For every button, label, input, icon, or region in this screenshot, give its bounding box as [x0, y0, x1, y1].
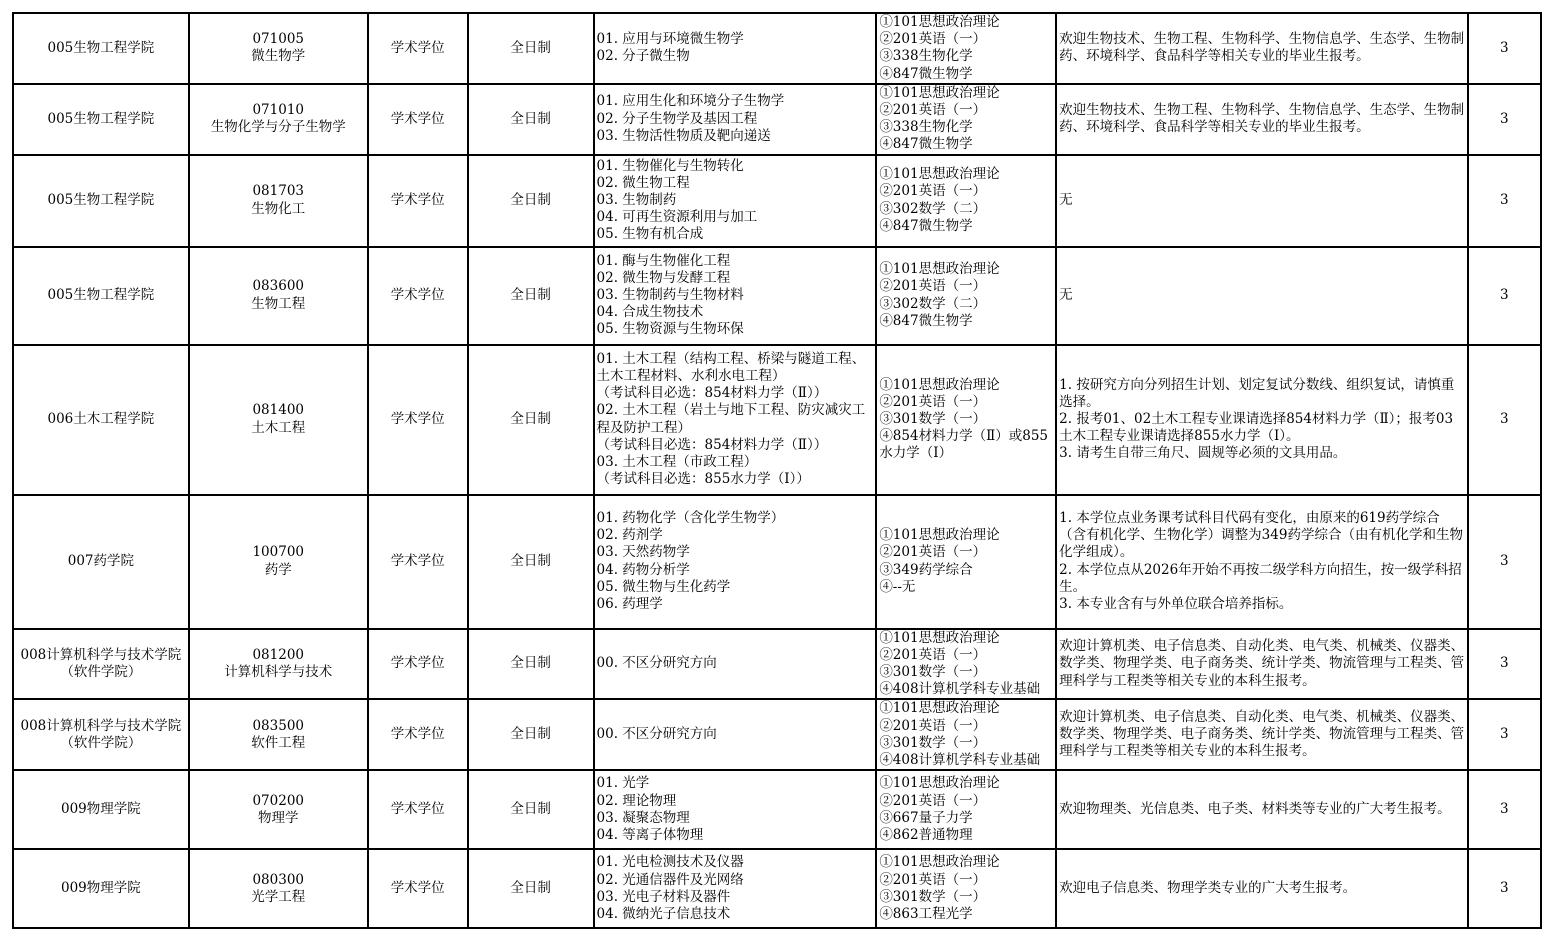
- exam-subject: ③338生物化学: [879, 48, 973, 65]
- remark-text: 2. 报考01、02土木工程专业课请选择854材料力学（Ⅱ）；报考03土木工程专业课请选择855水力学（Ⅰ）。: [1059, 411, 1454, 445]
- table-row: [13, 849, 1541, 928]
- major-cell: [189, 495, 368, 629]
- research-direction: 01. 土木工程（结构工程、桥梁与隧道工程、: [596, 350, 866, 367]
- exams-cell: [876, 247, 1056, 345]
- school-name: 005生物工程学院: [47, 110, 155, 127]
- exams-cell: [876, 13, 1056, 84]
- exam-subject: ③302数学（二）: [879, 295, 987, 312]
- research-direction: （考试科目必选：855水力学（Ⅰ））: [596, 471, 810, 488]
- exam-subject: ③301数学（一）: [879, 888, 987, 905]
- major-code: 100700: [252, 544, 305, 561]
- exams-cell: [876, 629, 1056, 700]
- count-cell: [1468, 13, 1541, 84]
- exams-cell: [876, 699, 1056, 770]
- exam-subject: ②201英语（一）: [879, 544, 987, 561]
- mode-cell: [468, 247, 594, 345]
- remark-text: 欢迎物理类、光信息类、电子类、材料类等专业的广大考生报考。: [1059, 801, 1451, 818]
- mode-cell: [468, 13, 594, 84]
- exams-cell: [876, 84, 1056, 155]
- exams-cell: [876, 155, 1056, 247]
- major-name: 生物化工: [251, 200, 306, 217]
- research-direction: 05. 微生物与生化药学: [596, 578, 731, 595]
- degree-type: 学术学位: [390, 411, 445, 428]
- table-row: [13, 629, 1541, 700]
- table-row: [13, 495, 1541, 629]
- research-direction: 03. 生物制药: [596, 192, 677, 209]
- exam-subject: ①101思想政治理论: [879, 700, 1000, 717]
- major-cell: [189, 770, 368, 849]
- research-direction: 04. 药物分析学: [596, 561, 690, 578]
- study-mode: 全日制: [510, 880, 551, 897]
- major-name: 物理学: [257, 809, 299, 826]
- major-name: 微生物学: [251, 48, 306, 65]
- research-direction: 土木工程材料、水利水电工程）: [596, 368, 786, 385]
- directions-cell: [594, 849, 877, 928]
- exam-subject: ②201英语（一）: [879, 393, 987, 410]
- table-body: [13, 13, 1541, 928]
- study-mode: 全日制: [510, 287, 551, 304]
- study-mode: 全日制: [510, 726, 551, 743]
- research-direction: 02. 土木工程（岩土与地下工程、防灾减灾工: [596, 402, 866, 419]
- research-direction: 程及防护工程）: [596, 419, 692, 436]
- count-cell: [1468, 345, 1541, 495]
- mode-cell: [468, 849, 594, 928]
- school-name: 005生物工程学院: [47, 39, 155, 56]
- exam-subject: ②201英语（一）: [879, 102, 987, 119]
- exam-subject: ①101思想政治理论: [879, 261, 1000, 278]
- notes-cell: [1056, 495, 1467, 629]
- exams-cell: [876, 770, 1056, 849]
- exam-subject: ④863工程光学: [879, 905, 973, 922]
- remark-text: 1. 本学位点业务课考试科目代码有变化，由原来的619药学综合（含有机化学、生物化学）调整为349药学综合（由有机化学和生物化学组成）。: [1059, 510, 1463, 561]
- degree-cell: [368, 849, 468, 928]
- school-name: 005生物工程学院: [47, 192, 155, 209]
- remark-text: 欢迎计算机类、电子信息类、自动化类、电气类、机械类、仪器类、数学类、物理学类、电子商务类、统计学类、物流管理与工程类、管理科学与工程类等相关专业的本科生报考。: [1059, 709, 1465, 760]
- study-mode: 全日制: [510, 801, 551, 818]
- directions-cell: [594, 770, 877, 849]
- study-mode: 全日制: [510, 110, 551, 127]
- exam-subject: ①101思想政治理论: [879, 854, 1000, 871]
- school-name: （软件学院）: [60, 664, 142, 681]
- notes-cell: [1056, 247, 1467, 345]
- exam-subject: ②201英语（一）: [879, 871, 987, 888]
- exam-subject: ④408计算机学科专业基础: [879, 681, 1041, 698]
- notes-cell: [1056, 770, 1467, 849]
- research-direction: 02. 理论物理: [596, 792, 677, 809]
- research-direction: 01. 药物化学（含化学生物学）: [596, 510, 785, 527]
- study-mode: 全日制: [510, 39, 551, 56]
- school-cell: [13, 155, 189, 247]
- research-direction: 06. 药理学: [596, 596, 663, 613]
- table-row: [13, 247, 1541, 345]
- mode-cell: [468, 495, 594, 629]
- research-direction: 01. 生物催化与生物转化: [596, 157, 744, 174]
- major-name: 土木工程: [251, 419, 306, 436]
- enrollment-count: 3: [1499, 287, 1509, 304]
- school-cell: [13, 495, 189, 629]
- enrollment-count: 3: [1499, 39, 1509, 56]
- mode-cell: [468, 699, 594, 770]
- school-name: 009物理学院: [60, 880, 141, 897]
- major-name: 生物化学与分子生物学: [210, 119, 346, 136]
- count-cell: [1468, 770, 1541, 849]
- school-name: 005生物工程学院: [47, 287, 155, 304]
- major-cell: [189, 84, 368, 155]
- exam-subject: ④847微生物学: [879, 217, 973, 234]
- major-name: 软件工程: [251, 734, 306, 751]
- major-name: 生物工程: [251, 295, 306, 312]
- exam-subject: ①101思想政治理论: [879, 376, 1000, 393]
- research-direction: （考试科目必选：854材料力学（Ⅱ））: [596, 385, 828, 402]
- degree-type: 学术学位: [390, 39, 445, 56]
- school-name: 009物理学院: [60, 801, 141, 818]
- research-direction: 02. 药剂学: [596, 527, 663, 544]
- degree-type: 学术学位: [390, 553, 445, 570]
- major-cell: [189, 699, 368, 770]
- school-cell: [13, 13, 189, 84]
- exam-subject: ④847微生物学: [879, 312, 973, 329]
- research-direction: （考试科目必选：854材料力学（Ⅱ））: [596, 436, 828, 453]
- degree-type: 学术学位: [390, 726, 445, 743]
- research-direction: 01. 应用与环境微生物学: [596, 31, 744, 48]
- enrollment-count: 3: [1499, 553, 1509, 570]
- exams-cell: [876, 495, 1056, 629]
- exam-subject: ③301数学（一）: [879, 411, 987, 428]
- degree-type: 学术学位: [390, 801, 445, 818]
- exam-subject: ③302数学（二）: [879, 200, 987, 217]
- research-direction: 01. 光学: [596, 775, 650, 792]
- school-name: 007药学院: [67, 553, 135, 570]
- count-cell: [1468, 699, 1541, 770]
- major-code: 081703: [252, 183, 305, 200]
- degree-cell: [368, 345, 468, 495]
- notes-cell: [1056, 629, 1467, 700]
- major-cell: [189, 155, 368, 247]
- table-row: [13, 84, 1541, 155]
- major-name: 计算机科学与技术: [224, 664, 333, 681]
- major-cell: [189, 629, 368, 700]
- notes-cell: [1056, 849, 1467, 928]
- study-mode: 全日制: [510, 192, 551, 209]
- notes-cell: [1056, 13, 1467, 84]
- exam-subject: ③301数学（一）: [879, 664, 987, 681]
- degree-cell: [368, 84, 468, 155]
- exam-subject: 水力学（Ⅰ）: [879, 445, 953, 462]
- school-cell: [13, 84, 189, 155]
- degree-cell: [368, 699, 468, 770]
- enrollment-count: 3: [1499, 192, 1509, 209]
- exam-subject: ③349药学综合: [879, 561, 973, 578]
- enrollment-count: 3: [1499, 801, 1509, 818]
- research-direction: 03. 生物制药与生物材料: [596, 287, 744, 304]
- exam-subject: ④847微生物学: [879, 136, 973, 153]
- enrollment-count: 3: [1499, 110, 1509, 127]
- enrollment-count: 3: [1499, 726, 1509, 743]
- directions-cell: [594, 155, 877, 247]
- remark-text: 无: [1059, 287, 1073, 304]
- exams-cell: [876, 849, 1056, 928]
- notes-cell: [1056, 84, 1467, 155]
- exam-subject: ①101思想政治理论: [879, 166, 1000, 183]
- major-cell: [189, 247, 368, 345]
- directions-cell: [594, 495, 877, 629]
- research-direction: 04. 微纳光子信息技术: [596, 905, 731, 922]
- directions-cell: [594, 247, 877, 345]
- school-cell: [13, 699, 189, 770]
- directions-cell: [594, 84, 877, 155]
- school-cell: [13, 849, 189, 928]
- major-code: 081400: [252, 402, 305, 419]
- exam-subject: ②201英语（一）: [879, 278, 987, 295]
- exam-subject: ②201英语（一）: [879, 792, 987, 809]
- study-mode: 全日制: [510, 411, 551, 428]
- exam-subject: ②201英语（一）: [879, 717, 987, 734]
- research-direction: 01. 应用生化和环境分子生物学: [596, 93, 785, 110]
- major-name: 光学工程: [251, 888, 306, 905]
- research-direction: 02. 光通信器件及光网络: [596, 871, 744, 888]
- research-direction: 02. 分子微生物: [596, 48, 690, 65]
- school-cell: [13, 247, 189, 345]
- remark-text: 欢迎电子信息类、物理学类专业的广大考生报考。: [1059, 880, 1357, 897]
- exam-subject: ②201英语（一）: [879, 646, 987, 663]
- degree-type: 学术学位: [390, 287, 445, 304]
- degree-type: 学术学位: [390, 880, 445, 897]
- table-row: [13, 13, 1541, 84]
- exams-cell: [876, 345, 1056, 495]
- mode-cell: [468, 84, 594, 155]
- research-direction: 03. 土木工程（市政工程）: [596, 454, 758, 471]
- degree-type: 学术学位: [390, 655, 445, 672]
- enrollment-count: 3: [1499, 880, 1509, 897]
- degree-type: 学术学位: [390, 110, 445, 127]
- exam-subject: ①101思想政治理论: [879, 629, 1000, 646]
- research-direction: 03. 凝聚态物理: [596, 809, 690, 826]
- notes-cell: [1056, 699, 1467, 770]
- research-direction: 03. 生物活性物质及靶向递送: [596, 127, 771, 144]
- research-direction: 02. 微生物工程: [596, 174, 690, 191]
- degree-cell: [368, 770, 468, 849]
- count-cell: [1468, 155, 1541, 247]
- major-code: 083500: [252, 717, 305, 734]
- directions-cell: [594, 699, 877, 770]
- research-direction: 04. 合成生物技术: [596, 304, 704, 321]
- school-name: 006土木工程学院: [47, 411, 155, 428]
- school-name: 008计算机科学与技术学院: [20, 646, 182, 663]
- notes-cell: [1056, 345, 1467, 495]
- research-direction: 03. 光电子材料及器件: [596, 888, 731, 905]
- mode-cell: [468, 770, 594, 849]
- exam-subject: ①101思想政治理论: [879, 84, 1000, 101]
- degree-type: 学术学位: [390, 192, 445, 209]
- exam-subject: ④854材料力学（Ⅱ）或855: [879, 428, 1049, 445]
- research-direction: 01. 酶与生物催化工程: [596, 252, 731, 269]
- school-cell: [13, 629, 189, 700]
- remark-text: 1. 按研究方向分列招生计划、划定复试分数线、组织复试，请慎重选择。: [1059, 376, 1455, 410]
- research-direction: 05. 生物有机合成: [596, 226, 704, 243]
- directions-cell: [594, 13, 877, 84]
- directions-cell: [594, 345, 877, 495]
- study-mode: 全日制: [510, 553, 551, 570]
- table-row: [13, 770, 1541, 849]
- major-code: 080300: [252, 871, 305, 888]
- mode-cell: [468, 345, 594, 495]
- exam-subject: ④--无: [879, 578, 916, 595]
- major-code: 071005: [252, 31, 305, 48]
- table-row: [13, 155, 1541, 247]
- research-direction: 00. 不区分研究方向: [596, 655, 717, 672]
- major-code: 081200: [252, 646, 305, 663]
- school-name: 008计算机科学与技术学院: [20, 717, 182, 734]
- table-row: [13, 699, 1541, 770]
- count-cell: [1468, 629, 1541, 700]
- admissions-catalog-table: [12, 12, 1542, 929]
- research-direction: 03. 天然药物学: [596, 544, 690, 561]
- degree-cell: [368, 13, 468, 84]
- exam-subject: ①101思想政治理论: [879, 527, 1000, 544]
- count-cell: [1468, 84, 1541, 155]
- mode-cell: [468, 629, 594, 700]
- exam-subject: ①101思想政治理论: [879, 775, 1000, 792]
- research-direction: 01. 光电检测技术及仪器: [596, 854, 744, 871]
- degree-cell: [368, 495, 468, 629]
- exam-subject: ③667量子力学: [879, 809, 973, 826]
- research-direction: 04. 可再生资源利用与加工: [596, 209, 758, 226]
- count-cell: [1468, 495, 1541, 629]
- directions-cell: [594, 629, 877, 700]
- table-row: [13, 345, 1541, 495]
- exam-subject: ④862普通物理: [879, 826, 973, 843]
- study-mode: 全日制: [510, 655, 551, 672]
- major-cell: [189, 345, 368, 495]
- remark-text: 欢迎生物技术、生物工程、生物科学、生物信息学、生态学、生物制药、环境科学、食品科学等相关专业的毕业生报考。: [1059, 31, 1465, 65]
- research-direction: 02. 微生物与发酵工程: [596, 269, 731, 286]
- exam-subject: ②201英语（一）: [879, 31, 987, 48]
- research-direction: 00. 不区分研究方向: [596, 726, 717, 743]
- count-cell: [1468, 247, 1541, 345]
- major-cell: [189, 13, 368, 84]
- exam-subject: ③301数学（一）: [879, 734, 987, 751]
- exam-subject: ④847微生物学: [879, 65, 973, 82]
- research-direction: 02. 分子生物学及基因工程: [596, 110, 758, 127]
- count-cell: [1468, 849, 1541, 928]
- mode-cell: [468, 155, 594, 247]
- exam-subject: ③338生物化学: [879, 119, 973, 136]
- remark-text: 2. 本学位点从2026年开始不再按二级学科方向招生，按一级学科招生。: [1059, 561, 1462, 595]
- remark-text: 3. 本专业含有与外单位联合培养指标。: [1059, 596, 1293, 613]
- exam-subject: ④408计算机学科专业基础: [879, 752, 1041, 769]
- school-cell: [13, 770, 189, 849]
- major-code: 071010: [252, 102, 305, 119]
- major-code: 070200: [252, 792, 305, 809]
- remark-text: 无: [1059, 192, 1073, 209]
- research-direction: 04. 等离子体物理: [596, 826, 704, 843]
- remark-text: 欢迎生物技术、生物工程、生物科学、生物信息学、生态学、生物制药、环境科学、食品科学等相关专业的毕业生报考。: [1059, 102, 1465, 136]
- degree-cell: [368, 247, 468, 345]
- school-name: （软件学院）: [60, 734, 142, 751]
- degree-cell: [368, 155, 468, 247]
- major-cell: [189, 849, 368, 928]
- enrollment-count: 3: [1499, 411, 1509, 428]
- remark-text: 欢迎计算机类、电子信息类、自动化类、电气类、机械类、仪器类、数学类、物理学类、电子商务类、统计学类、物流管理与工程类、管理科学与工程类等相关专业的本科生报考。: [1059, 638, 1465, 689]
- exam-subject: ①101思想政治理论: [879, 14, 1000, 30]
- enrollment-count: 3: [1499, 655, 1509, 672]
- degree-cell: [368, 629, 468, 700]
- major-code: 083600: [252, 278, 305, 295]
- research-direction: 05. 生物资源与生物环保: [596, 321, 744, 338]
- notes-cell: [1056, 155, 1467, 247]
- major-name: 药学: [264, 561, 292, 578]
- remark-text: 3. 请考生自带三角尺、圆规等必须的文具用品。: [1059, 445, 1347, 462]
- school-cell: [13, 345, 189, 495]
- exam-subject: ②201英语（一）: [879, 183, 987, 200]
